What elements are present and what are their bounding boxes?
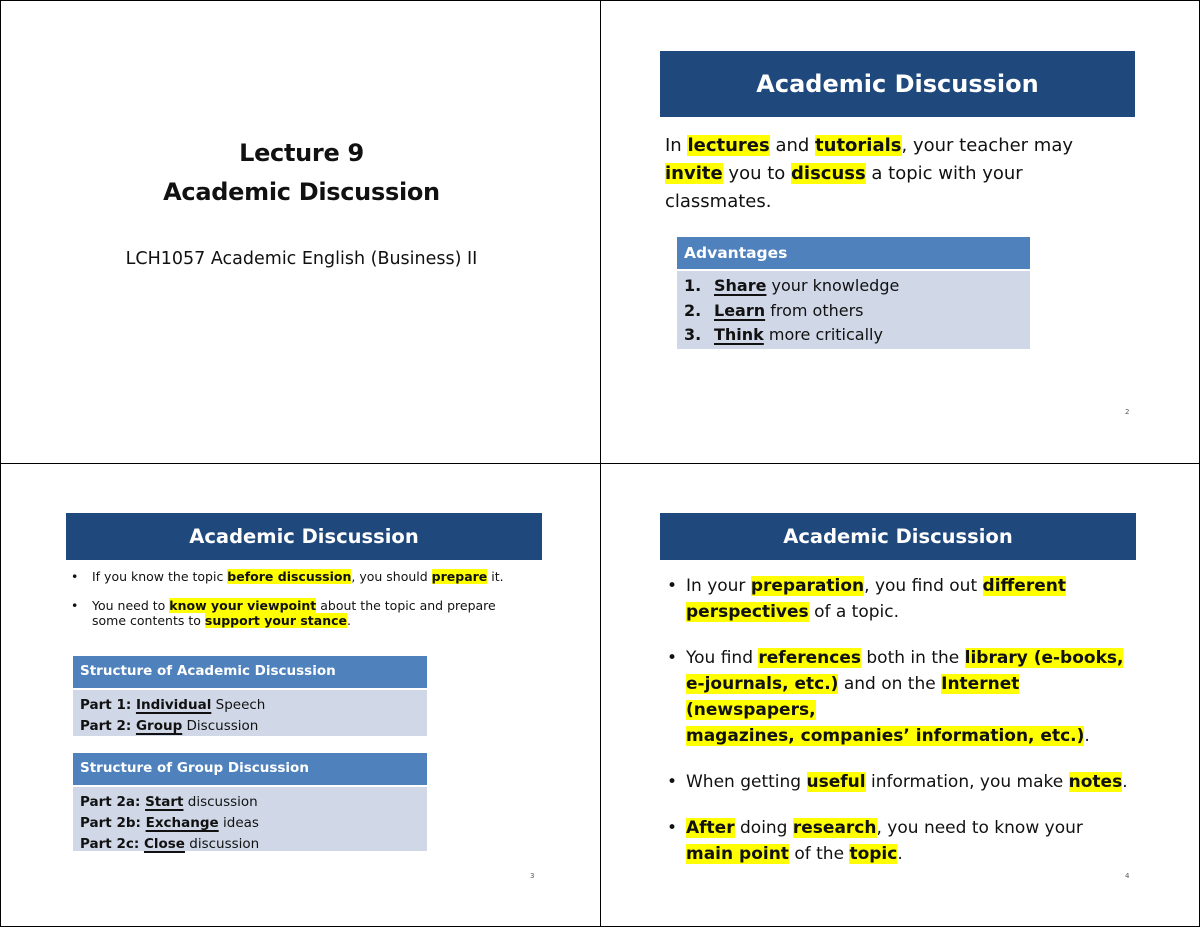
keyword: Exchange <box>145 815 219 831</box>
bullet-item <box>667 573 1147 625</box>
highlight-discuss: discuss <box>791 163 866 184</box>
bullet-text: You need to <box>92 597 170 613</box>
highlight-after: After <box>686 818 735 838</box>
slide-1-title <box>1 134 602 212</box>
item-text: discussion <box>183 794 258 810</box>
intro-text: a topic with your <box>865 163 1023 184</box>
keyword: Close <box>143 836 185 852</box>
keyword: Share <box>714 276 767 295</box>
structure-item <box>80 716 427 737</box>
bullet-text: You find <box>686 648 759 668</box>
bullet-text: of a topic. <box>808 602 900 622</box>
highlight-main-point: main point <box>686 844 789 864</box>
slide-1 <box>0 0 601 464</box>
part-label: Part 2a: <box>80 794 146 810</box>
highlight-e-journals: e-journals, etc.) <box>686 674 839 694</box>
keyword: Think <box>714 325 764 344</box>
intro-text: In <box>665 135 688 156</box>
bullet-text: When getting <box>686 772 807 792</box>
highlight-lectures: lectures <box>687 135 770 156</box>
item-text: your knowledge <box>766 276 900 295</box>
structure-header: Structure of Academic Discussion <box>73 656 427 688</box>
highlight-research: research <box>792 818 877 838</box>
keyword: Group <box>135 718 183 734</box>
bullet-text: about the topic and prepare <box>316 597 496 613</box>
advantage-item <box>684 274 1030 299</box>
bullet-text: some contents to <box>92 613 205 628</box>
slide-2-intro <box>665 132 1105 216</box>
slide-1-subtitle: LCH1057 Academic English (Business) II <box>125 249 478 269</box>
highlight-useful: useful <box>806 772 866 792</box>
item-text: ideas <box>218 815 259 831</box>
highlight-internet: Internet (newspapers, <box>686 674 1020 720</box>
intro-text: and <box>769 135 816 156</box>
bullet-text: In your <box>686 576 751 596</box>
advantage-item <box>684 299 1030 324</box>
slide-2 <box>600 0 1200 464</box>
highlight-perspectives: perspectives <box>686 602 809 622</box>
bullet-item <box>667 769 1147 795</box>
highlight-preparation: preparation <box>750 576 865 596</box>
highlight-know-your-viewpoint: know your viewpoint <box>169 597 317 613</box>
bullet-text: , you need to know your <box>876 818 1083 838</box>
keyword: Start <box>145 794 184 810</box>
title-line-2: Academic Discussion <box>163 178 440 206</box>
bullet-item <box>667 815 1147 867</box>
slide-4-banner: Academic Discussion <box>660 513 1136 560</box>
highlight-references: references <box>758 648 861 668</box>
bullet-item <box>667 645 1147 749</box>
bullet-text: information, you make <box>865 772 1069 792</box>
structure-item <box>80 695 427 716</box>
part-label: Part 1: <box>80 697 136 713</box>
slide-4-bullets <box>667 573 1147 867</box>
group-item <box>80 813 427 834</box>
page-number: 3 <box>530 872 535 880</box>
item-text: Discussion <box>182 718 259 734</box>
bullet-text: of the <box>788 844 850 864</box>
slide-3 <box>0 463 601 927</box>
bullet-text: . <box>897 844 903 864</box>
title-line-1: Lecture 9 <box>239 139 364 167</box>
bullet-text: . <box>1122 772 1128 792</box>
group-structure-list <box>73 787 427 851</box>
highlight-magazines: magazines, companies’ information, etc.) <box>686 726 1085 746</box>
bullet-text: . <box>346 613 351 628</box>
highlight-support-your-stance: support your stance <box>204 613 347 628</box>
slide-4 <box>600 463 1200 927</box>
keyword: Individual <box>135 697 212 713</box>
bullet-text: both in the <box>860 648 965 668</box>
advantages-header: Advantages <box>677 237 1030 269</box>
part-label: Part 2b: <box>80 815 146 831</box>
highlight-library: library (e-books, <box>964 648 1124 668</box>
highlight-invite: invite <box>665 163 723 184</box>
bullet-text: doing <box>734 818 793 838</box>
bullet-text: If you know the topic <box>92 569 228 584</box>
intro-text: classmates. <box>665 191 772 212</box>
bullet-item <box>71 598 521 629</box>
highlight-notes: notes <box>1068 772 1123 792</box>
group-item <box>80 834 427 855</box>
bullet-item <box>71 569 521 585</box>
bullet-text: and on the <box>838 674 942 694</box>
highlight-tutorials: tutorials <box>815 135 902 156</box>
highlight-topic: topic <box>849 844 898 864</box>
part-label: Part 2c: <box>80 836 144 852</box>
part-label: Part 2: <box>80 718 136 734</box>
highlight-before-discussion: before discussion <box>227 569 352 584</box>
slide-3-banner: Academic Discussion <box>66 513 542 560</box>
keyword: Learn <box>714 300 766 320</box>
item-number: 1. <box>684 276 702 295</box>
group-item <box>80 792 427 813</box>
structure-list <box>73 690 427 736</box>
item-text: from others <box>765 300 864 320</box>
slide-2-banner: Academic Discussion <box>660 51 1135 117</box>
page-number: 2 <box>1125 408 1130 416</box>
item-text: Speech <box>211 697 266 713</box>
intro-text: you to <box>722 163 792 184</box>
bullet-text: , you should <box>351 569 432 584</box>
page-number: 4 <box>1125 872 1130 880</box>
bullet-text: . <box>1084 726 1090 746</box>
item-number: 2. <box>684 300 702 320</box>
group-structure-header: Structure of Group Discussion <box>73 753 427 785</box>
slide-3-bullets <box>71 569 521 642</box>
advantages-list <box>677 271 1030 349</box>
highlight-different: different <box>982 576 1066 596</box>
advantage-item <box>684 323 1030 348</box>
item-number: 3. <box>684 325 702 344</box>
bullet-text: it. <box>487 569 504 584</box>
item-text: more critically <box>763 325 883 344</box>
bullet-text: , you find out <box>864 576 983 596</box>
intro-text: , your teacher may <box>901 135 1074 156</box>
highlight-prepare: prepare <box>431 569 488 584</box>
item-text: discussion <box>184 836 260 852</box>
